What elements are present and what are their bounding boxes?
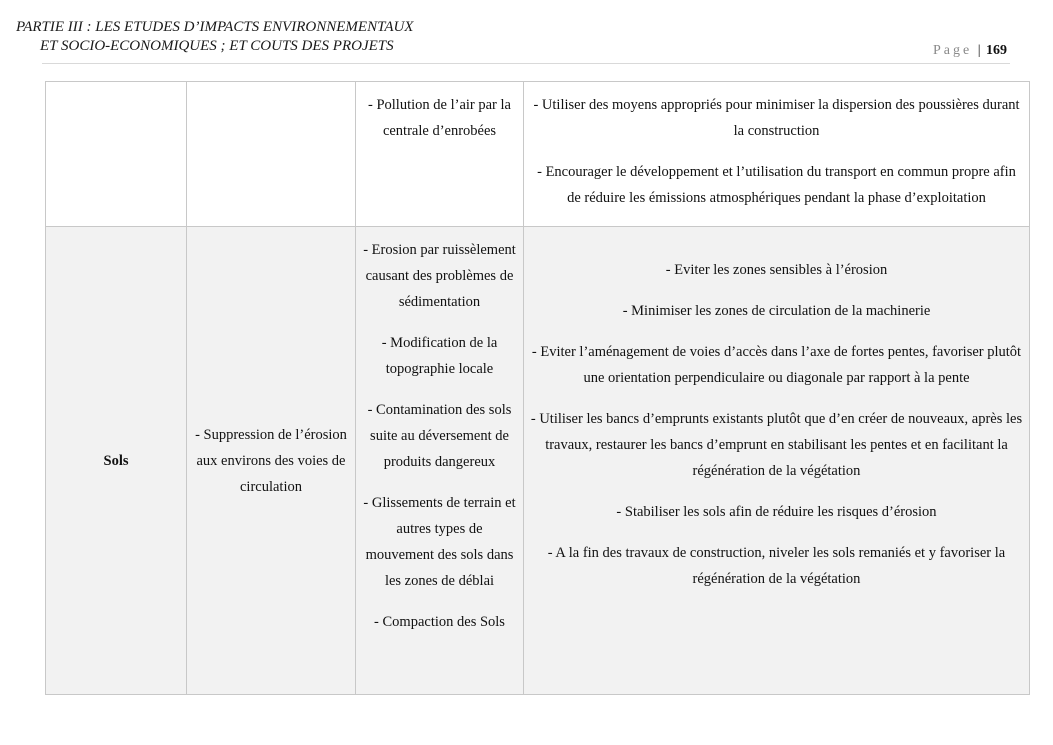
impact-mitigation-table [45, 81, 1030, 695]
impact-item: - Compaction des Sols [374, 614, 505, 630]
header-title-line-2: ET SOCIO-ECONOMIQUES ; ET COUTS DES PROJETS [40, 38, 394, 54]
measure-item: - Utiliser les bancs d’emprunts existants plutôt que d’en créer de nouveaux, après les travaux, restaurer les bancs d’emprunt en stabilisant les pentes et en facilitant la régénération de la végétation [530, 411, 1023, 479]
header-divider [42, 63, 1010, 64]
source-cell [187, 82, 356, 227]
page-label: Page [932, 43, 973, 58]
table-row [46, 82, 1030, 227]
measure-item: - Minimiser les zones de circulation de la machinerie [622, 303, 931, 319]
measure-item: - Encourager le développement et l’utilisation du transport en commun propre afin de réduire les émissions atmosphériques pendant la phase d’exploitation [537, 164, 1016, 206]
impacts-cell [356, 82, 524, 227]
impact-item: - Pollution de l’air par la centrale d’enrobées [368, 97, 511, 139]
component-cell [46, 82, 187, 227]
impact-item: - Erosion par ruissèlement causant des problèmes de sédimentation [363, 242, 516, 310]
measure-item: - Stabiliser les sols afin de réduire les risques d’érosion [616, 504, 937, 520]
measures-cell [524, 227, 1030, 695]
impacts-cell [356, 227, 524, 695]
impact-item: - Modification de la topographie locale [381, 335, 498, 377]
page-number: 169 [986, 43, 1007, 58]
measure-item: - Eviter l’aménagement de voies d’accès dans l’axe de fortes pentes, favoriser plutôt une orientation perpendiculaire ou diagonale par rapport à la pente [531, 344, 1022, 386]
measure-item: - Eviter les zones sensibles à l’érosion [665, 262, 888, 278]
component-cell: Sols [46, 227, 187, 695]
measure-item: - Utiliser des moyens appropriés pour minimiser la dispersion des poussières durant la construction [533, 97, 1020, 139]
impact-item: - Contamination des sols suite au déversement de produits dangereux [367, 402, 512, 470]
table-row [46, 227, 1030, 695]
document-header-title [16, 18, 413, 56]
measure-item: - A la fin des travaux de construction, niveler les sols remaniés et y favoriser la régénération de la végétation [547, 545, 1006, 587]
page-indicator [933, 43, 1007, 59]
source-cell: - Suppression de l’érosion aux environs des voies de circulation [187, 227, 356, 695]
header-title-line-1: PARTIE III : LES ETUDES D’IMPACTS ENVIRONNEMENTAUX [16, 19, 414, 35]
page-separator: | [977, 43, 981, 58]
measures-cell [524, 82, 1030, 227]
impact-item: - Glissements de terrain et autres types de mouvement des sols dans les zones de déblai [363, 495, 516, 589]
